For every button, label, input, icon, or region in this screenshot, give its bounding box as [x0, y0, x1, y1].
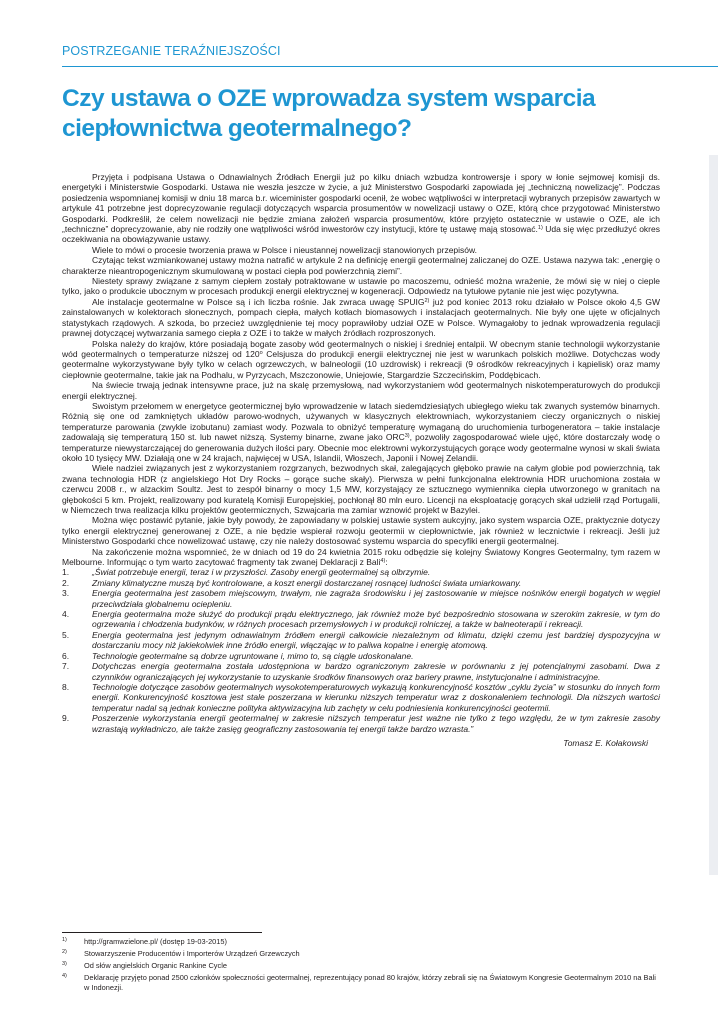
list-number: 8.: [62, 681, 70, 692]
list-number: 4.: [62, 609, 70, 620]
footnote-text: Stowarzyszenie Producentów i Importerów Urządzeń Grzewczych: [84, 949, 300, 959]
list-item: [62, 682, 660, 713]
list-number: 5.: [62, 629, 70, 640]
footnote: [62, 937, 660, 947]
footnote-mark: 1): [62, 937, 67, 943]
article-body: [62, 172, 660, 748]
list-item: [62, 713, 660, 734]
list-item: [62, 588, 660, 609]
paragraph: Na świecie trwają jednak intensywne prace, już na skalę przemysłową, nad wykorzystaniem wód geotermalnych niskotemperaturowych do produkcji energii elektrycznej.: [62, 380, 660, 401]
footnote-ref[interactable]: 2): [424, 297, 430, 304]
paragraph: Wiele nadziei związanych jest z wykorzystaniem rozgrzanych, bezwodnych skał, zalegających głęboko prawie na całym globie pod powierzchnią, tak zwana technologia HDR (z angielskiego Hot Dry Rocks – gorące suche skały). Pierwsza w pełni funkcjonalna elektrownia HDR uruchomiona została w czerwcu 2008 r., w alzackim Soultz. Jest to zespół binarny o mocy 1,5 MW, korzystający ze sztucznego wymiennika ciepła utworzonego w granitach na głębokości 5 km. Projekt, realizowany pod kuratelą Komisji Europejskiej, pochłonął 80 mln euro. Licencji na eksploatację gorących skał udzielił rząd Portugalii, w Niemczech trwa realizacja kilku projektów geotermicznych, Szwajcaria ma zamiar wznowić projekt w Bazylei.: [62, 463, 660, 515]
list-item: [62, 661, 660, 682]
list-text: Technologie geotermalne są dobrze ugruntowane i, mimo to, są ciągle udoskonalane.: [92, 650, 414, 661]
list-number: 7.: [62, 661, 70, 672]
footnote: [62, 961, 660, 971]
paragraph: Wiele to mówi o procesie tworzenia prawa w Polsce i nieustannej nowelizacji stanowionych przepisów.: [92, 244, 478, 255]
list-item: [62, 609, 660, 630]
footnote: [62, 949, 660, 959]
degree-sign: o: [259, 349, 263, 356]
footnote-ref[interactable]: 4): [380, 558, 386, 565]
header-rule: [62, 66, 718, 67]
list-text: Technologie dotyczące zasobów geotermalnych wysokotemperaturowych wykazują konkurencyjność kosztów „cyklu życia” w stosunku do innych form energii. Konkurencyjność kosztowa jest stale poszerzana w kierunku niższych temperatur wraz z doskonaleniem technologii. Dla niższych wartości temperatur nadal są jednak konieczne polityka aktywizacyjna lub zachęty w celu podniesienia konkurencyjności geotermii.: [92, 681, 660, 713]
author-signature: Tomasz E. Kołakowski: [563, 737, 648, 748]
footnote-mark: 4): [62, 973, 67, 980]
list-text: „Świat potrzebuje energii, teraz i w przyszłości. Zasoby energii geotermalnej są olbrzymie.: [92, 567, 431, 578]
footnote-ref[interactable]: 1): [537, 225, 543, 232]
list-item: [62, 578, 660, 588]
list-item: [62, 630, 660, 651]
declaration-list: [62, 567, 660, 734]
paragraph: Swoistym przełomem w energetyce geotermicznej było wprowadzenie w latach siedemdziesiątych ubiegłego wieku tak zwanych systemów binarnych. Różnią się one od zamkniętych układów parowo-wodnych, używanych w klasycznych elektrowniach, wykorzystaniem cieczy organicznych o niskiej temperaturze parowania (zwykle izobutanu) zamiast wody. Pozwala to obniżyć temperaturę wymaganą do uruchomienia turbogeneratora – takie instalacje zadowalają się temperaturą 150 st. lub nawet niższą. Systemy binarne, zwane jako ORC$^{3)}$, pozwoliły zagospodarować wiele ujęć, które dostarczały wodę o temperaturze niewystarczającej do generowania dużych ilości pary. Obecnie moc elektrowni wykorzystujących gorące wody geotermalne wynosi w skali świata około 10 tysięcy MW. Działają one w 24 krajach, najwięcej w USA, Islandii, Włoszech, Japonii i Nowej Zelandii.: [62, 400, 661, 463]
list-number: 3.: [62, 588, 70, 599]
list-number: 1.: [62, 567, 70, 578]
paragraph: Polska należy do krajów, które posiadają bogate zasoby wód geotermalnych o niskiej i średniej entalpii. W obecnym stanie technologii wykorzystanie wód geotermalnych o temperaturze niższej od 120$^o$ Celsjusza do produkcji energii elektrycznej nie jest w warunkach polskich możliwe. Dotychczas wody geotermalne wykorzystywane były tylko w celach ogrzewczych, w balneologii (10 uzdrowisk) i rekreacji (9 ośrodków rekreacyjnych i kąpielisk) oraz mamy ciepłownie geotermalne, takie jak na Podhalu, w Pyrzycach, Mszczonowie, Uniejowie, Stargardzie Szczecińskim, Poddębicach.: [62, 338, 660, 380]
footnote-text[interactable]: http://gramwzielone.pl/ (dostęp 19-03-2015): [84, 937, 227, 946]
footnote-mark: 2): [62, 949, 67, 956]
list-text: Energia geotermalna może służyć do produkcji prądu elektrycznego, jak również może być bezpośrednio stosowana w szerokim zakresie, w tym do ogrzewania i chłodzenia budynków, w różnych procesach przemysłowych i w produkcji rolniczej, a także w balneoterapii i rekreacji.: [92, 609, 660, 630]
list-text: Zmiany klimatyczne muszą być kontrolowane, a koszt energii dostarczanej rosnącej ludności świata umiarkowany.: [92, 577, 522, 588]
list-text: Dotychczas energia geotermalna została udostępniona w bardzo ograniczonym zakresie w porównaniu z jej potencjalnymi zasobami. Dwa z czynników ograniczających jej wykorzystanie to uzyskanie środków finansowych oraz bariery prawne, instytucjonalne i administracyjne.: [92, 661, 660, 682]
paragraph: Ale instalacje geotermalne w Polsce są i ich liczba rośnie. Jak zwraca uwagę SPUIG$^{2)}$ już pod koniec 2013 roku działało w Polsce około 4,5 GW zainstalowanych w kolektorach słonecznych, pompach ciepła, małych kotłach biomasowych i instalacjach geotermalnych. Nie były one ujęte w oficjalnych statystykach rządowych. A szkoda, bo przecież uwzględnienie tej mocy poprawiłoby udział OZE w Polsce. Wymagałoby to jednak wprowadzenia regulacji prawnej dotyczącej wytwarzania samego ciepła z OZE i to także w małych źródłach rozproszonych.: [62, 296, 660, 339]
paragraph: Można więc postawić pytanie, jakie były powody, że zapowiadany w polskiej ustawie system aukcyjny, jako system wsparcia OZE, praktycznie dotyczy tylko energii elektrycznej generowanej z OZE, a nie będzie wspierał rozwoju geotermii w ciepłownictwie, jak również w lecznictwie i rekreacji. Jeśli już Ministerstwo Gospodarki chce nowelizować ustawę, czy nie należy dostosować systemu wsparcia do specyfiki energii geotermalnej.: [62, 515, 660, 547]
list-number: 2.: [62, 577, 70, 588]
paragraph: Niestety sprawy związane z samym ciepłem zostały potraktowane w ustawie po macoszemu, odnieść można wrażenie, że mówi się w niej o cieple tylko, jako o produkcie ubocznym w procesach produkcji energii elektrycznej w kogeneracji. Odpowiedz na tytułowe pytanie nie jest więc pozytywna.: [62, 276, 660, 297]
list-text: Energia geotermalna jest jedynym odnawialnym źródłem energii całkowicie niezależnym od klimatu, dzięki czemu jest bardziej dyspozycyjna w dostarczaniu mocy niż jakiekolwiek inne źródło energii, włączając w to paliwa kopalne i energię atomową.: [92, 629, 660, 651]
article-title: Czy ustawa o OZE wprowadza system wsparcia ciepłownictwa geotermalnego?: [62, 85, 596, 142]
list-number: 6.: [62, 650, 70, 661]
footnote-text: Deklarację przyjęto ponad 2500 członków społeczności geotermalnej, reprezentujący ponad 80 krajów, którzy zebrali się na Światowym Kongresie Geotermalnym 2010 na Bali w Indonezji.: [84, 973, 656, 992]
list-text: Poszerzenie wykorzystania energii geotermalnej w zakresie niższych temperatur jest ważne nie tylko z tego względu, że w tym zakresie zasoby wzrastają wykładniczo, ale także zasięg geograficzny zastosowania tej energii także bardzo wzrasta.”: [92, 713, 660, 734]
side-bar-decoration: [709, 155, 718, 875]
footnote-rule: [62, 932, 262, 933]
footnote-text: Od słów angielskich Organic Rankine Cycle: [84, 961, 227, 971]
paragraph: Na zakończenie można wspomnieć, że w dniach od 19 do 24 kwietnia 2015 roku odbędzie się kolejny Światowy Kongres Geotermalny, tym razem w Melbourne. Informując o tym warto zacytować fragmenty tak zwanej Deklaracji z Bali$^{4)}$:: [62, 546, 660, 568]
footnotes: [62, 937, 660, 995]
list-item: [62, 651, 660, 661]
footnote: [62, 973, 660, 992]
list-item: [62, 567, 660, 577]
footnote-ref[interactable]: 3): [404, 433, 410, 440]
paragraph: Przyjęta i podpisana Ustawa o Odnawialnych Źródłach Energii już po kilku dniach wzbudza kontrowersje i spory w łonie sejmowej komisji ds. energetyki i Ministerstwie Gospodarki. Ustawa nie weszła jeszcze w życie, a już Ministerstwo Gospodarki zapowiada jej „techniczną nowelizację”. Podczas posiedzenia wspomnianej komisji w dniu 18 marca b.r. wiceminister gospodarki ocenił, że wobec wątpliwości w interpretacji wybranych przepisów zawartych w artykule 41 potrzebne jest doprecyzowanie regulacji dotyczących wsparcia prosumentów w nowelizacji ustawy o OZE, którą chce przygotować Ministerstwo Gospodarki. Podkreślił, że celem nowelizacji nie będzie zmiana założeń wsparcia prosumentów, które przyjęto ostatecznie w ustawie o OZE, ale ich „techniczne” doprecyzowanie, aby nie rodziły one wątpliwości wśród inwestorów czy instytucji, które tę ustawę mają stosować.$^{1)}$ Uda się więc przedłużyć okres oczekiwania na obowiązywanie ustawy.: [62, 172, 660, 245]
paragraph: Czytając tekst wzmiankowanej ustawy można natrafić w artykule 2 na definicję energii geotermalnej zaliczanej do OZE. Ustawa nazywa tak: „energię o charakterze nieantropogenicznym skumulowaną w postaci ciepła pod powierzchnią ziemi”.: [62, 255, 660, 276]
section-label: POSTRZEGANIE TERAŹNIEJSZOŚCI: [62, 44, 281, 58]
list-text: Energia geotermalna jest zasobem miejscowym, trwałym, nie zagraża środowisku i jej zastosowanie w miejsce nośników energii bogatych w węgiel przeciwdziała globalnemu ociepleniu.: [92, 588, 660, 609]
list-number: 9.: [62, 713, 70, 724]
footnote-mark: 3): [62, 961, 67, 968]
